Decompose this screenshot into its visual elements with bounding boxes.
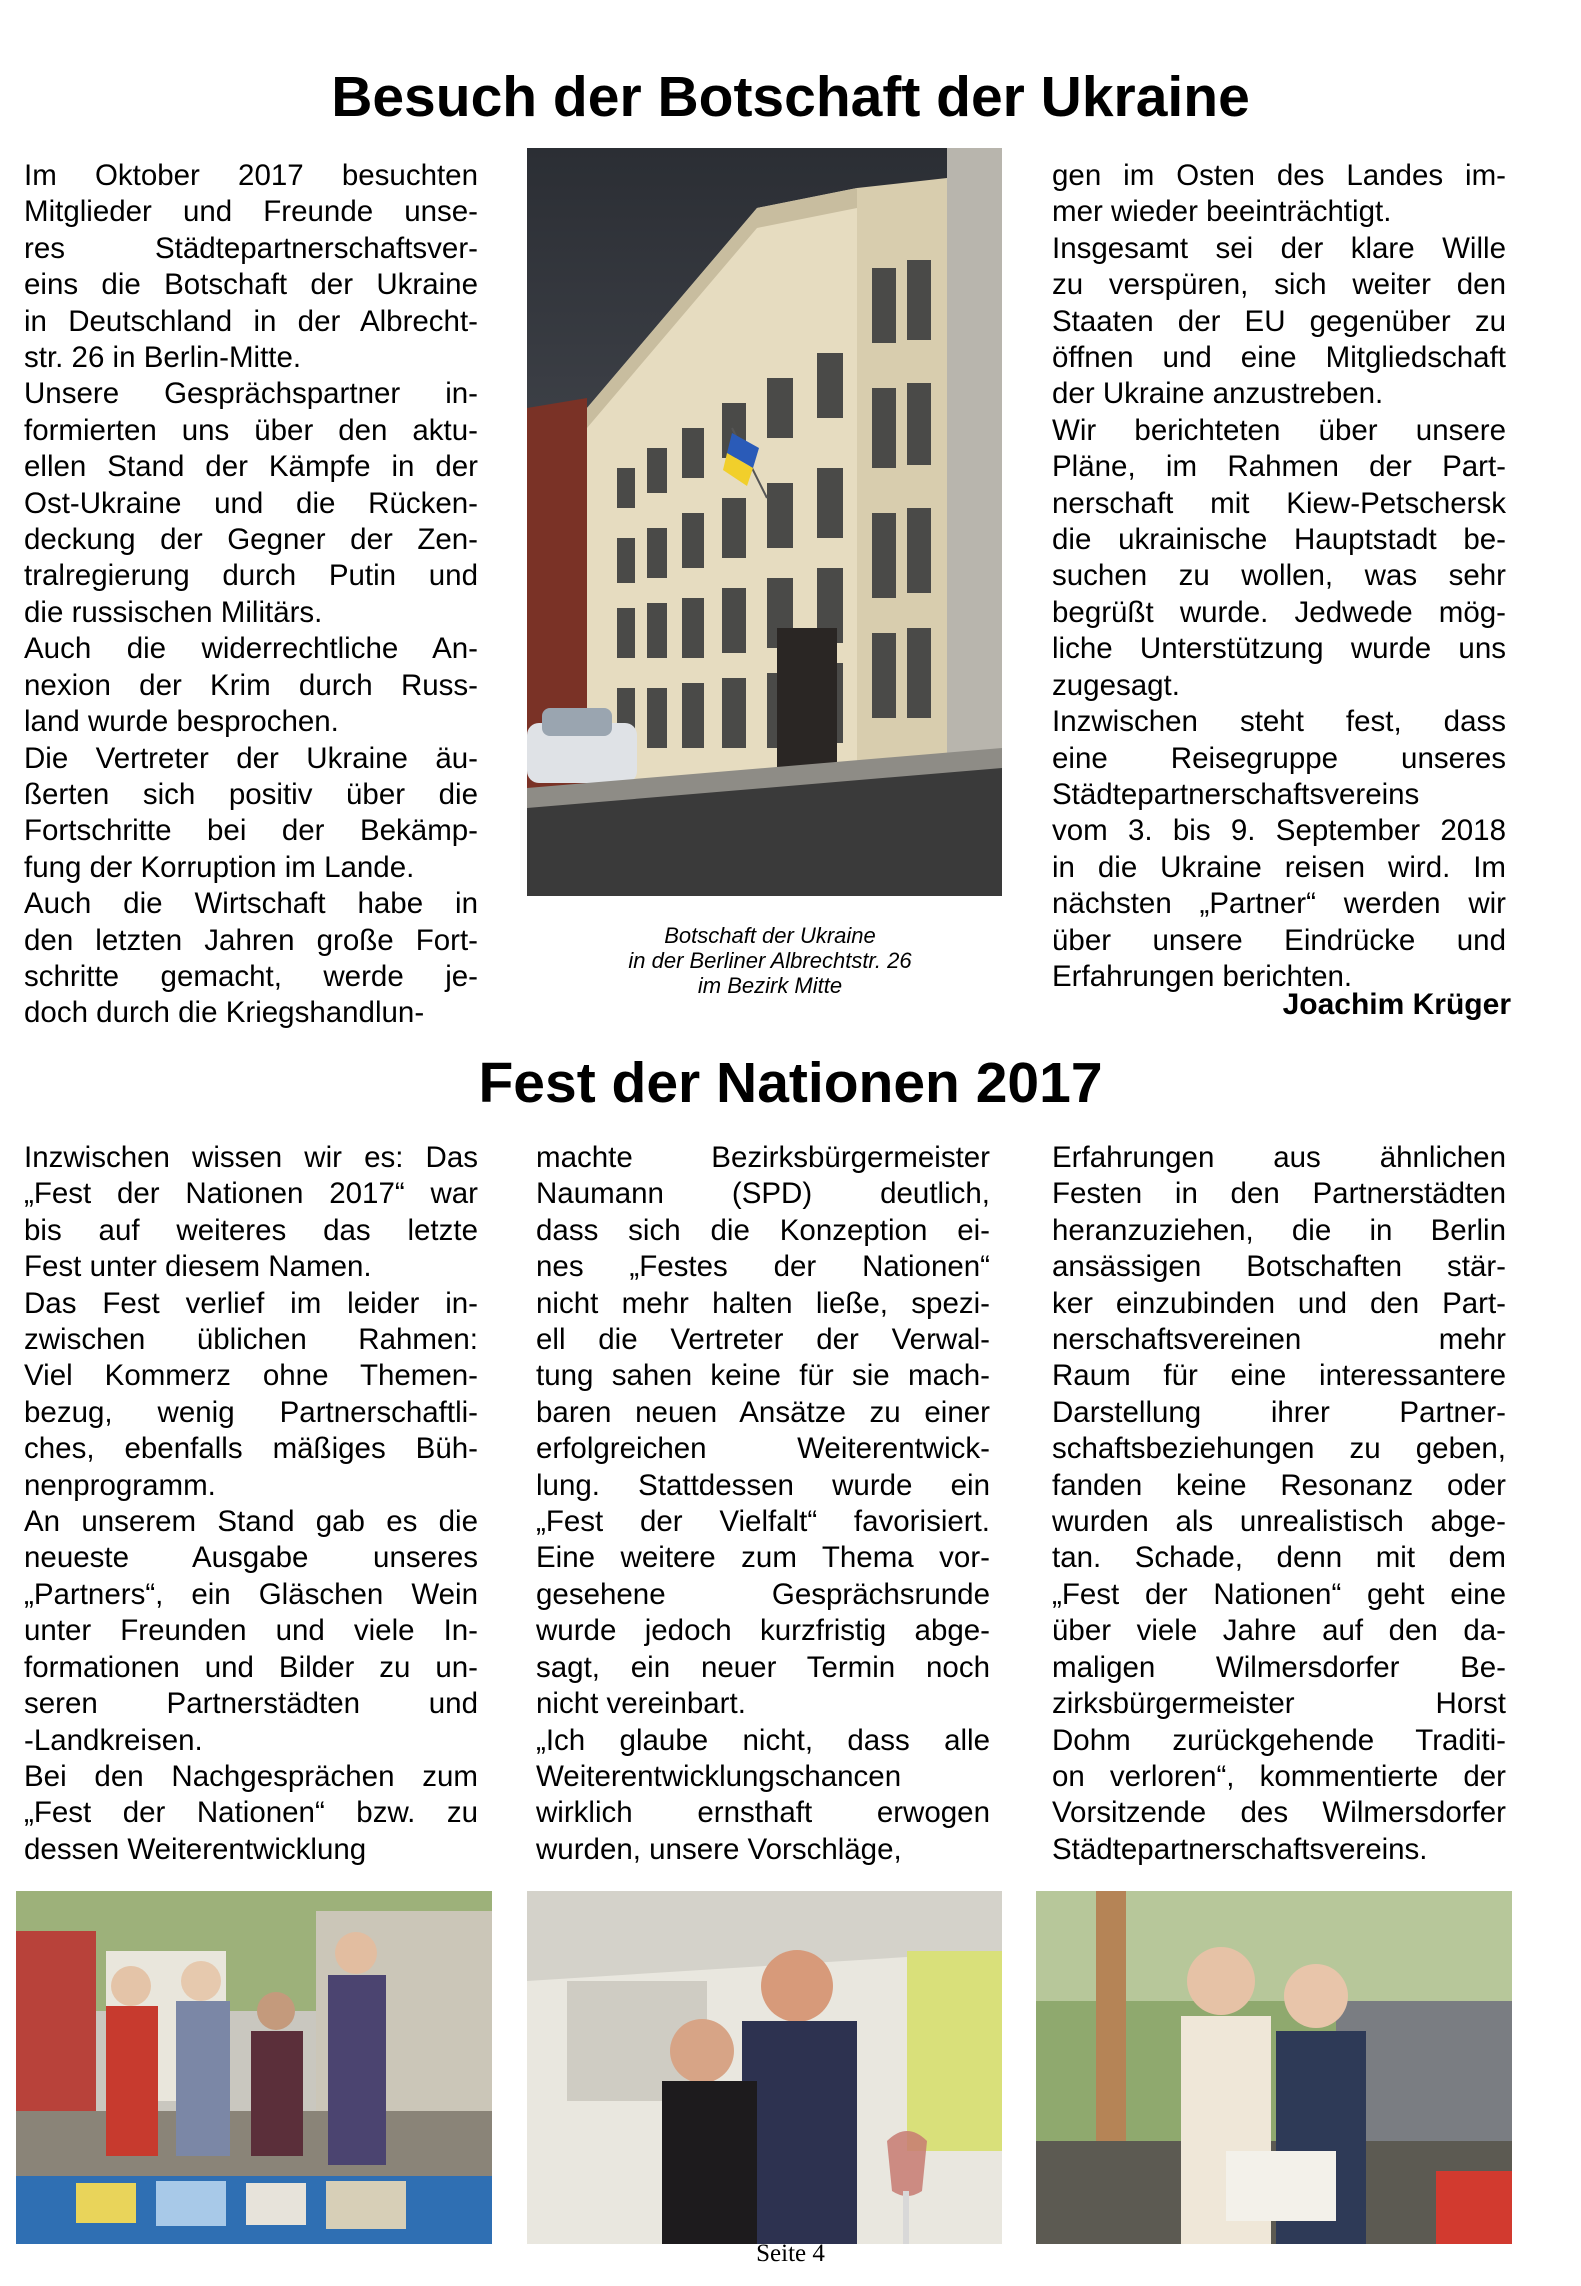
text-line: Mitglieder und Freunde unse-: [24, 195, 478, 229]
text-line: tung sahen keine für sie mach-: [536, 1359, 990, 1393]
text-line: Inzwischen wissen wir es: Das: [24, 1141, 478, 1174]
text-line: über viele Jahre auf den da-: [1052, 1614, 1506, 1648]
text-line: „Fest der Nationen 2017“ war: [24, 1177, 478, 1211]
text-line: Auch die widerrechtliche An-: [24, 632, 478, 666]
text-line: Viel Kommerz ohne Themen-: [24, 1359, 478, 1393]
text-line: Unsere Gesprächspartner in-: [24, 377, 478, 411]
text-line: mer wieder beeinträchtigt.: [1052, 195, 1392, 229]
text-line: Dohm zurückgehende Traditi-: [1052, 1723, 1506, 1757]
text-line: nicht mehr halten ließe, spezi-: [536, 1286, 990, 1320]
text-line: unter Freunden und viele In-: [24, 1614, 478, 1648]
stand-photo-3: [1036, 1891, 1512, 2244]
text-line: Pläne, im Rahmen der Part-: [1052, 450, 1506, 484]
text-line: tan. Schade, denn mit dem: [1052, 1541, 1506, 1575]
text-line: nicht vereinbart.: [536, 1687, 746, 1721]
text-line: tralregierung durch Putin und: [24, 559, 478, 593]
text-line: schritte gemacht, werde je-: [24, 959, 478, 993]
caption-line-1: Botschaft der Ukraine: [664, 923, 876, 948]
text-line: seren Partnerstädten und: [24, 1687, 478, 1721]
text-line: ell die Vertreter der Verwal-: [536, 1323, 990, 1357]
text-line: dass sich die Konzeption ei-: [536, 1213, 990, 1247]
text-line: zu verspüren, sich weiter den: [1052, 268, 1506, 302]
text-line: zirksbürgermeister Horst: [1052, 1687, 1506, 1721]
text-line: str. 26 in Berlin-Mitte.: [24, 341, 302, 375]
text-line: deckung der Gegner der Zen-: [24, 523, 478, 557]
text-line: Städtepartnerschaftsvereins: [1052, 777, 1420, 811]
article1-author: Joachim Krüger: [1282, 988, 1511, 1021]
text-line: „Ich glaube nicht, dass alle: [536, 1723, 990, 1757]
article2-col3: [1052, 1140, 1506, 1868]
text-line: Erfahrungen berichten.: [1052, 959, 1353, 993]
text-line: lung. Stattdessen wurde ein: [536, 1468, 990, 1502]
text-line: Städtepartnerschaftsvereins.: [1052, 1832, 1428, 1866]
text-line: formationen und Bilder zu un-: [24, 1650, 478, 1684]
text-line: in Deutschland in der Albrecht-: [24, 304, 478, 338]
text-line: suchen zu wollen, was sehr: [1052, 559, 1506, 593]
caption-line-2: in der Berliner Albrechtstr. 26: [628, 948, 912, 973]
text-line: Weiterentwicklungschancen: [536, 1759, 902, 1793]
text-line: Inzwischen steht fest, dass: [1052, 705, 1506, 739]
text-line: baren neuen Ansätze zu einer: [536, 1395, 990, 1429]
text-line: ches, ebenfalls mäßiges Büh-: [24, 1432, 478, 1466]
text-line: der Ukraine anzustreben.: [1052, 377, 1384, 411]
text-line: „Partners“, ein Gläschen Wein: [24, 1577, 478, 1611]
text-line: eins die Botschaft der Ukraine: [24, 268, 478, 302]
text-line: heranzuziehen, die in Berlin: [1052, 1213, 1506, 1247]
text-line: zugesagt.: [1052, 668, 1180, 702]
text-line: öffnen und eine Mitgliedschaft: [1052, 341, 1506, 375]
text-line: Erfahrungen aus ähnlichen: [1052, 1141, 1506, 1174]
text-line: über unsere Eindrücke und: [1052, 923, 1506, 957]
text-line: Bei den Nachgesprächen zum: [24, 1759, 478, 1793]
text-line: fanden keine Resonanz oder: [1052, 1468, 1506, 1502]
stand-photo-2: [527, 1891, 1002, 2244]
text-line: bezug, wenig Partnerschaftli-: [24, 1395, 478, 1429]
text-line: machte Bezirksbürgermeister: [536, 1141, 990, 1174]
text-line: ellen Stand der Kämpfe in der: [24, 450, 478, 484]
caption-line-3: im Bezirk Mitte: [697, 973, 843, 998]
text-line: Festen in den Partnerstädten: [1052, 1177, 1506, 1211]
text-line: Auch die Wirtschaft habe in: [24, 887, 478, 921]
text-line: eine Reisegruppe unseres: [1052, 741, 1506, 775]
text-line: in die Ukraine reisen wird. Im: [1052, 850, 1506, 884]
text-line: Eine weitere zum Thema vor-: [536, 1541, 990, 1575]
text-line: on verloren“, kommentierte der: [1052, 1759, 1506, 1793]
text-line: wurden als unrealistisch abge-: [1052, 1505, 1506, 1539]
text-line: Wir berichteten über unsere: [1052, 413, 1506, 447]
text-line: „Fest der Nationen“ geht eine: [1052, 1577, 1506, 1611]
text-line: fung der Korruption im Lande.: [24, 850, 415, 884]
text-line: res Städtepartnerschaftsver-: [24, 231, 478, 265]
stand-photo-1: [16, 1891, 492, 2244]
article1-col1: [24, 158, 478, 1032]
text-line: Die Vertreter der Ukraine äu-: [24, 741, 478, 775]
text-line: gesehene Gesprächsrunde: [536, 1577, 990, 1611]
text-line: Raum für eine interessantere: [1052, 1359, 1506, 1393]
text-line: schaftsbeziehungen zu geben,: [1052, 1432, 1506, 1466]
text-line: nenprogramm.: [24, 1468, 216, 1502]
text-line: erfolgreichen Weiterentwick-: [536, 1432, 990, 1466]
text-line: nerschaftsvereinen mehr: [1052, 1323, 1506, 1357]
text-line: wirklich ernsthaft erwogen: [536, 1796, 990, 1830]
text-line: Staaten der EU gegenüber zu: [1052, 304, 1506, 338]
article1-title: Besuch der Botschaft der Ukraine: [331, 65, 1250, 129]
text-line: -Landkreisen.: [24, 1723, 203, 1757]
text-line: zwischen üblichen Rahmen:: [24, 1323, 478, 1357]
embassy-caption: [520, 923, 1020, 998]
text-line: die russischen Militärs.: [24, 595, 323, 629]
text-line: gen im Osten des Landes im-: [1052, 159, 1506, 192]
text-line: die ukrainische Hauptstadt be-: [1052, 523, 1506, 557]
text-line: ßerten sich positiv über die: [24, 777, 478, 811]
text-line: nerschaft mit Kiew-Petschersk: [1052, 486, 1506, 520]
text-line: Im Oktober 2017 besuchten: [24, 159, 478, 192]
text-line: Fortschritte bei der Bekämp-: [24, 814, 478, 848]
text-line: Vorsitzende des Wilmersdorfer: [1052, 1796, 1506, 1830]
text-line: „Fest der Nationen“ bzw. zu: [24, 1796, 478, 1830]
text-line: nächsten „Partner“ werden wir: [1052, 887, 1506, 921]
text-line: vom 3. bis 9. September 2018: [1052, 814, 1506, 848]
embassy-photo: [527, 148, 1002, 896]
text-line: wurde jedoch kurzfristig abge-: [536, 1614, 990, 1648]
text-line: sagt, ein neuer Termin noch: [536, 1650, 990, 1684]
text-line: bis auf weiteres das letzte: [24, 1213, 478, 1247]
text-line: liche Unterstützung wurde uns: [1052, 632, 1506, 666]
text-line: ansässigen Botschaften stär-: [1052, 1250, 1506, 1284]
text-line: Das Fest verlief im leider in-: [24, 1286, 478, 1320]
text-line: dessen Weiterentwicklung: [24, 1832, 367, 1866]
text-line: Darstellung ihrer Partner-: [1052, 1395, 1506, 1429]
text-line: doch durch die Kriegshandlun-: [24, 996, 425, 1030]
text-line: den letzten Jahren große Fort-: [24, 923, 478, 957]
text-line: „Fest der Vielfalt“ favorisiert.: [536, 1505, 990, 1539]
text-line: ker einzubinden und den Part-: [1052, 1286, 1506, 1320]
text-line: Fest unter diesem Namen.: [24, 1250, 372, 1284]
text-line: formierten uns über den aktu-: [24, 413, 478, 447]
text-line: land wurde besprochen.: [24, 705, 339, 739]
text-line: begrüßt wurde. Jedwede mög-: [1052, 595, 1506, 629]
text-line: neueste Ausgabe unseres: [24, 1541, 478, 1575]
text-line: nexion der Krim durch Russ-: [24, 668, 478, 702]
text-line: wurden, unsere Vorschläge,: [536, 1832, 902, 1866]
text-line: maligen Wilmersdorfer Be-: [1052, 1650, 1506, 1684]
page-number: Seite 4: [756, 2240, 825, 2267]
text-line: nes „Festes der Nationen“: [536, 1250, 990, 1284]
article2-title: Fest der Nationen 2017: [478, 1051, 1103, 1115]
article2-col1: [24, 1140, 478, 1868]
text-line: An unserem Stand gab es die: [24, 1505, 478, 1539]
article2-col2: [536, 1140, 990, 1868]
article1-col3: [1052, 158, 1506, 995]
text-line: Naumann (SPD) deutlich,: [536, 1177, 990, 1211]
text-line: Ost-Ukraine und die Rücken-: [24, 486, 478, 520]
text-line: Insgesamt sei der klare Wille: [1052, 231, 1506, 265]
